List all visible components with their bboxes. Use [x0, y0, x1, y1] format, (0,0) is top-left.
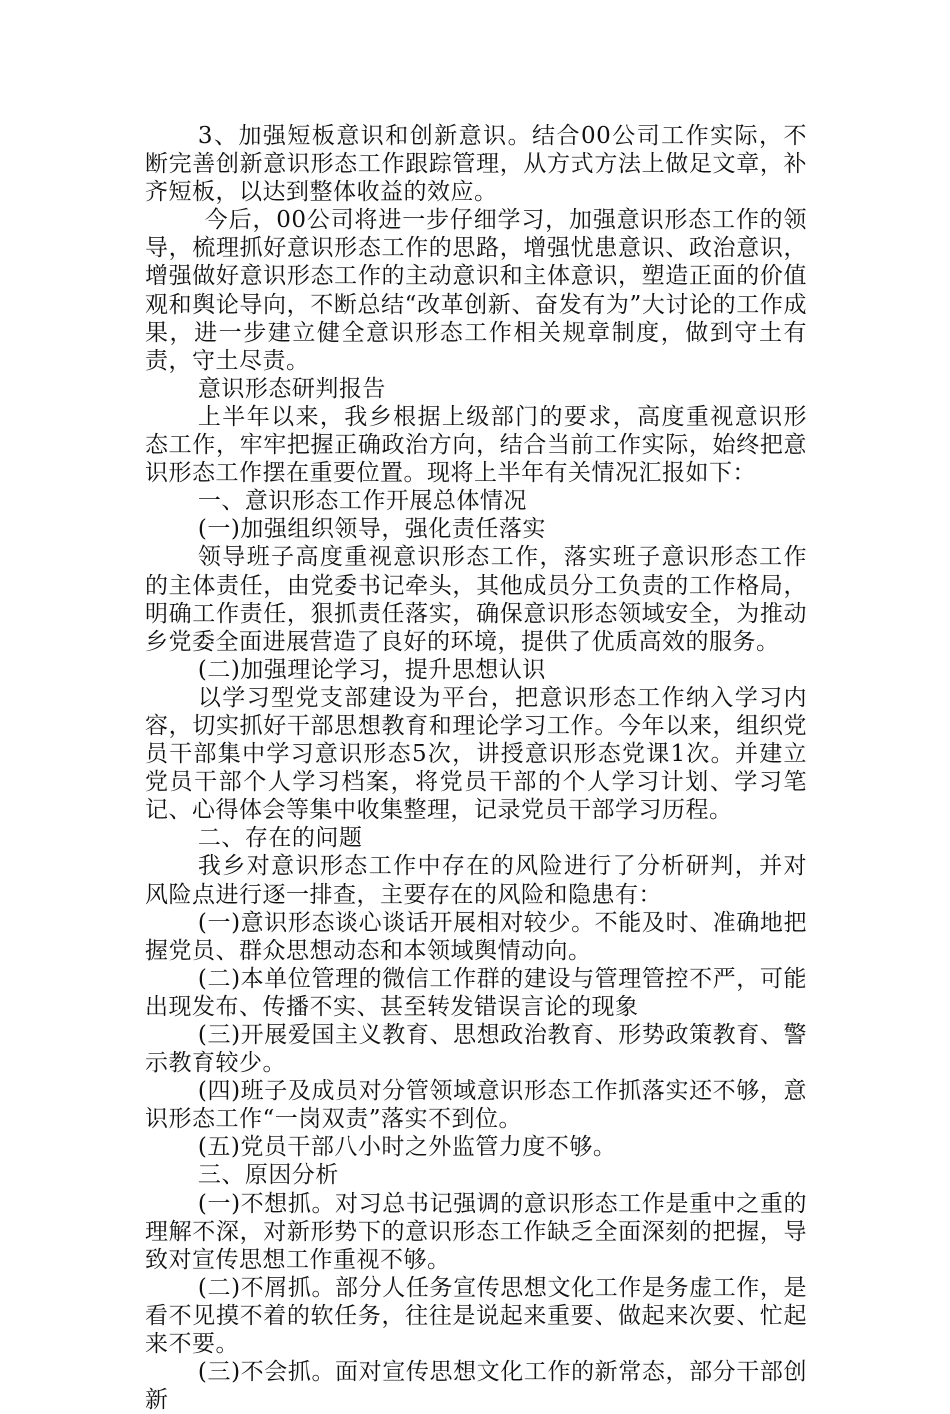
- subheading-1-2: (二)加强理论学习，提升思想认识: [197, 656, 546, 683]
- problem-item-5: (五)党员干部八小时之外监管力度不够。: [197, 1134, 617, 1161]
- cause-item-2: (二)不屑抓。部分人任务宣传思想文化工作是务虚工作，是看不见摸不着的软任务，往往是说起来重要、做起来次要、忙起来不要。: [145, 1274, 807, 1358]
- problem-item-4: (四)班子及成员对分管领域意识形态工作抓落实还不够，意识形态工作“一岗双责”落实不到位。: [145, 1078, 807, 1133]
- paragraph-intro: 上半年以来，我乡根据上级部门的要求，高度重视意识形态工作，牢牢把握正确政治方向，结合当前工作实际，始终把意识形态工作摆在重要位置。现将上半年有关情况汇报如下：: [145, 403, 807, 487]
- cause-item-1: (一)不想抓。对习总书记强调的意识形态工作是重中之重的理解不深，对新形势下的意识形态工作缺乏全面深刻的把握，导致对宣传思想工作重视不够。: [145, 1190, 807, 1273]
- section-heading-1: 一、意识形态工作开展总体情况: [197, 488, 527, 515]
- section-heading-3: 三、原因分析: [197, 1162, 339, 1189]
- document-page: [145, 122, 807, 1414]
- paragraph-shortboard-awareness: 3、加强短板意识和创新意识。结合00公司工作实际，不断完善创新意识形态工作跟踪管理，从方式方法上做足文章，补齐短板，以达到整体收益的效应。: [145, 123, 807, 206]
- problem-item-2: (二)本单位管理的微信工作群的建设与管理管控不严，可能出现发布、传播不实、甚至转发错误言论的现象: [145, 965, 807, 1020]
- paragraph-leadership: 领导班子高度重视意识形态工作，落实班子意识形态工作的主体责任，由党委书记牵头，其他成员分工负责的工作格局，明确工作责任，狠抓责任落实，确保意识形态领域安全，为推动乡党委全面进展营造了良好的环境，提供了优质高效的服务。: [145, 544, 807, 655]
- problem-item-3: (三)开展爱国主义教育、思想政治教育、形势政策教育、警示教育较少。: [145, 1022, 807, 1077]
- paragraph-risk-analysis: 我乡对意识形态工作中存在的风险进行了分析研判，并对风险点进行逐一排查，主要存在的风险和隐患有：: [145, 853, 807, 908]
- problem-item-1: (一)意识形态谈心谈话开展相对较少。不能及时、准确地把握党员、群众思想动态和本领域舆情动向。: [145, 909, 807, 964]
- section-heading-2: 二、存在的问题: [197, 825, 363, 852]
- paragraph-future-plan: 今后，00公司将进一步仔细学习，加强意识形态工作的领导，梳理抓好意识形态工作的思路，增强忧患意识、政治意识，增强做好意识形态工作的主动意识和主体意识，塑造正面的价值观和舆论导向，不断总结“改革创新、奋发有为”大讨论的工作成果，进一步建立健全意识形态工作相关规章制度，做到守土有责，守土尽责。: [145, 207, 807, 374]
- subheading-1-1: (一)加强组织领导，强化责任落实: [197, 516, 546, 543]
- cause-item-3: (三)不会抓。面对宣传思想文化工作的新常态，部分干部创新: [145, 1359, 807, 1414]
- report-title: 意识形态研判报告: [197, 375, 386, 402]
- paragraph-theory-study: 以学习型党支部建设为平台，把意识形态工作纳入学习内容，切实抓好干部思想教育和理论学习工作。今年以来，组织党员干部集中学习意识形态5次，讲授意识形态党课1次。并建立党员干部个人学习档案，将党员干部的个人学习计划、学习笔记、心得体会等集中收集整理，记录党员干部学习历程。: [145, 684, 807, 824]
